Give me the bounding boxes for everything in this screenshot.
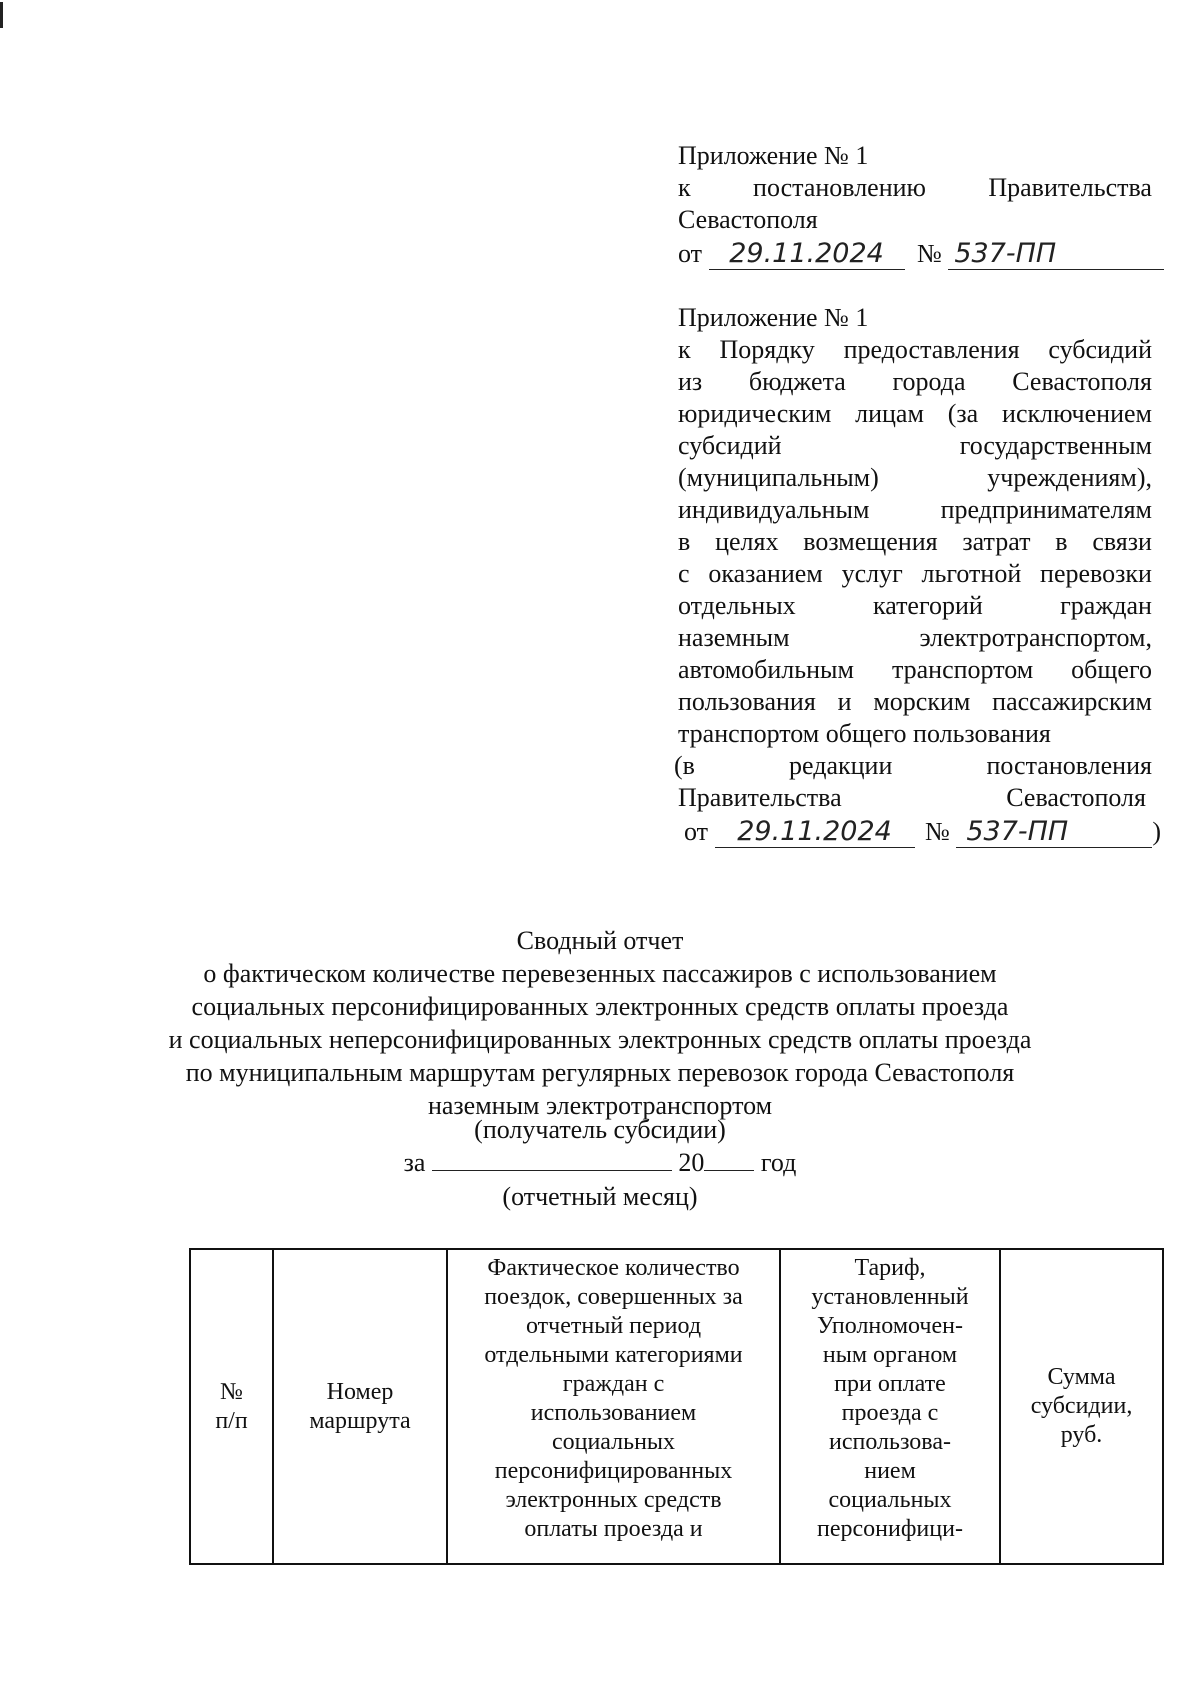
report-recipient-caption: (получатель субсидии) [474,1115,726,1144]
report-title-line: Сводный отчет [516,926,684,955]
word: учреждениям), [987,463,1152,492]
header-text: Сумма [1047,1364,1116,1390]
header-text: Фактическое количество [487,1255,740,1281]
number-sign: № [925,817,950,846]
header-text: граждан с [562,1371,665,1397]
closing-parenthesis: ) [1152,817,1162,846]
word: граждан [1060,591,1152,620]
order-appendix-line [678,526,1152,558]
header-tariff [780,1249,1000,1564]
word: субсидий [1048,335,1152,364]
header-text: поездок, совершенных за [484,1284,743,1310]
word: пользования [678,687,816,716]
handwritten-number: 537-ПП [948,239,1164,270]
word: предпринимателям [940,495,1152,524]
order-appendix-line [678,686,1152,718]
header-row-number [190,1249,273,1564]
header-text: субсидии, [1030,1393,1133,1419]
word: наземным [678,623,790,652]
word: затрат [962,527,1031,556]
header-text: электронных средств [505,1487,722,1513]
handwritten-date: 29.11.2024 [709,239,905,270]
header-text: ным органом [822,1342,958,1368]
header-text: нием [864,1458,916,1484]
word: бюджета [748,367,846,396]
period-suffix: год [760,1148,797,1177]
header-text: персонифици- [817,1516,963,1542]
word: в [1055,527,1068,556]
header-actual-trips [447,1249,780,1564]
table-header-row [190,1249,1163,1564]
word: из [678,367,703,396]
edition-date-line [684,816,1162,848]
year-blank [704,1144,754,1171]
word: морским [873,687,971,716]
order-appendix-line [678,334,1152,366]
word: к [678,173,691,202]
header-text: отчетный период [525,1313,702,1339]
reporting-period-caption: (отчетный месяц) [502,1182,698,1211]
number-sign: № [917,239,942,268]
order-appendix-line [678,654,1152,686]
word: Севастополя [1012,367,1152,396]
word: постановлению [753,173,926,202]
word: целях [715,527,779,556]
header-route-number [273,1249,447,1564]
report-title-line: социальных персонифицированных электронных средств оплаты проезда [191,992,1009,1021]
header-text: Номер [326,1378,394,1405]
resolution-appendix-city: Севастополя [678,205,818,234]
word: (муниципальным) [678,463,879,492]
order-appendix-block [674,302,1162,862]
header-subsidy-amount [1000,1249,1163,1564]
word: Правительства [988,173,1152,202]
header-text: Тариф, [854,1255,926,1281]
handwritten-number: 537-ПП [956,817,1152,848]
resolution-appendix-title: Приложение № 1 [678,141,869,170]
header-text: отдельными категориями [484,1342,743,1368]
word: услуг [841,559,903,588]
resolution-appendix-line [678,172,1152,204]
word: оказанием [708,559,823,588]
header-text: установленный [811,1284,969,1310]
header-text: проезда с [841,1400,939,1426]
header-text: п/п [215,1407,248,1434]
word: с [678,559,690,588]
word: пассажирским [992,687,1152,716]
order-appendix-last-line: транспортом общего пользования [678,719,1051,748]
word: общего [1071,655,1152,684]
resolution-date-line [678,238,1152,270]
word: транспортом [891,655,1034,684]
order-appendix-line [678,398,1152,430]
header-text: персонифицированных [494,1458,733,1484]
year-prefix: 20 [678,1148,705,1177]
header-text: Уполномочен- [817,1313,963,1339]
order-appendix-line [678,494,1152,526]
word: электротранспортом, [919,623,1152,652]
word: и [837,687,852,716]
header-text: маршрута [309,1407,411,1434]
word: в [678,527,691,556]
word: Севастополя [1006,783,1146,812]
word: к [678,335,691,364]
date-prefix: от [678,239,703,268]
header-text: использованием [530,1400,697,1426]
order-appendix-line [678,558,1152,590]
word: Порядку [719,335,815,364]
subsidy-report-table [189,1248,1164,1565]
word: возмещения [803,527,938,556]
month-blank [432,1144,672,1171]
scan-edge-mark [0,2,3,28]
word: предоставления [843,335,1020,364]
word: субсидий [678,431,782,460]
date-prefix: от [684,817,709,846]
report-title-line: о фактическом количестве перевезенных пассажиров с использованием [203,959,997,988]
word: лицам [855,399,924,428]
order-appendix-line [678,590,1152,622]
header-text: социальных [551,1429,676,1455]
order-appendix-line [678,462,1152,494]
word: города [892,367,966,396]
header-text: социальных [828,1487,952,1513]
word: постановления [986,751,1152,780]
header-text: при оплате [834,1371,946,1397]
report-title-line: по муниципальным маршрутам регулярных перевозок города Севастополя [185,1058,1015,1087]
period-prefix: за [403,1148,426,1177]
order-appendix-line [678,622,1152,654]
word: (в [674,751,695,780]
word: льготной [921,559,1022,588]
report-title-line: наземным электротранспортом [427,1091,773,1120]
word: категорий [872,591,983,620]
word: автомобильным [678,655,854,684]
word: юридическим [678,399,832,428]
edition-line [678,782,1146,814]
word: Правительства [678,783,842,812]
word: государственным [959,431,1152,460]
header-text: руб. [1060,1422,1103,1448]
header-text: использова- [829,1429,951,1455]
order-appendix-line [678,430,1152,462]
order-appendix-title: Приложение № 1 [678,303,869,332]
word: отдельных [678,591,796,620]
report-title-line: и социальных неперсонифицированных электронных средств оплаты проезда [168,1025,1032,1054]
header-text: № [220,1378,243,1405]
reporting-period-line [150,1144,1050,1179]
word: индивидуальным [678,495,870,524]
word: связи [1092,527,1152,556]
handwritten-date: 29.11.2024 [715,817,915,848]
word: перевозки [1040,559,1152,588]
order-appendix-line [678,366,1152,398]
word: (за [947,399,979,428]
header-text: оплаты проезда и [524,1516,703,1542]
edition-line [674,750,1152,782]
word: редакции [789,751,893,780]
word: исключением [1002,399,1152,428]
